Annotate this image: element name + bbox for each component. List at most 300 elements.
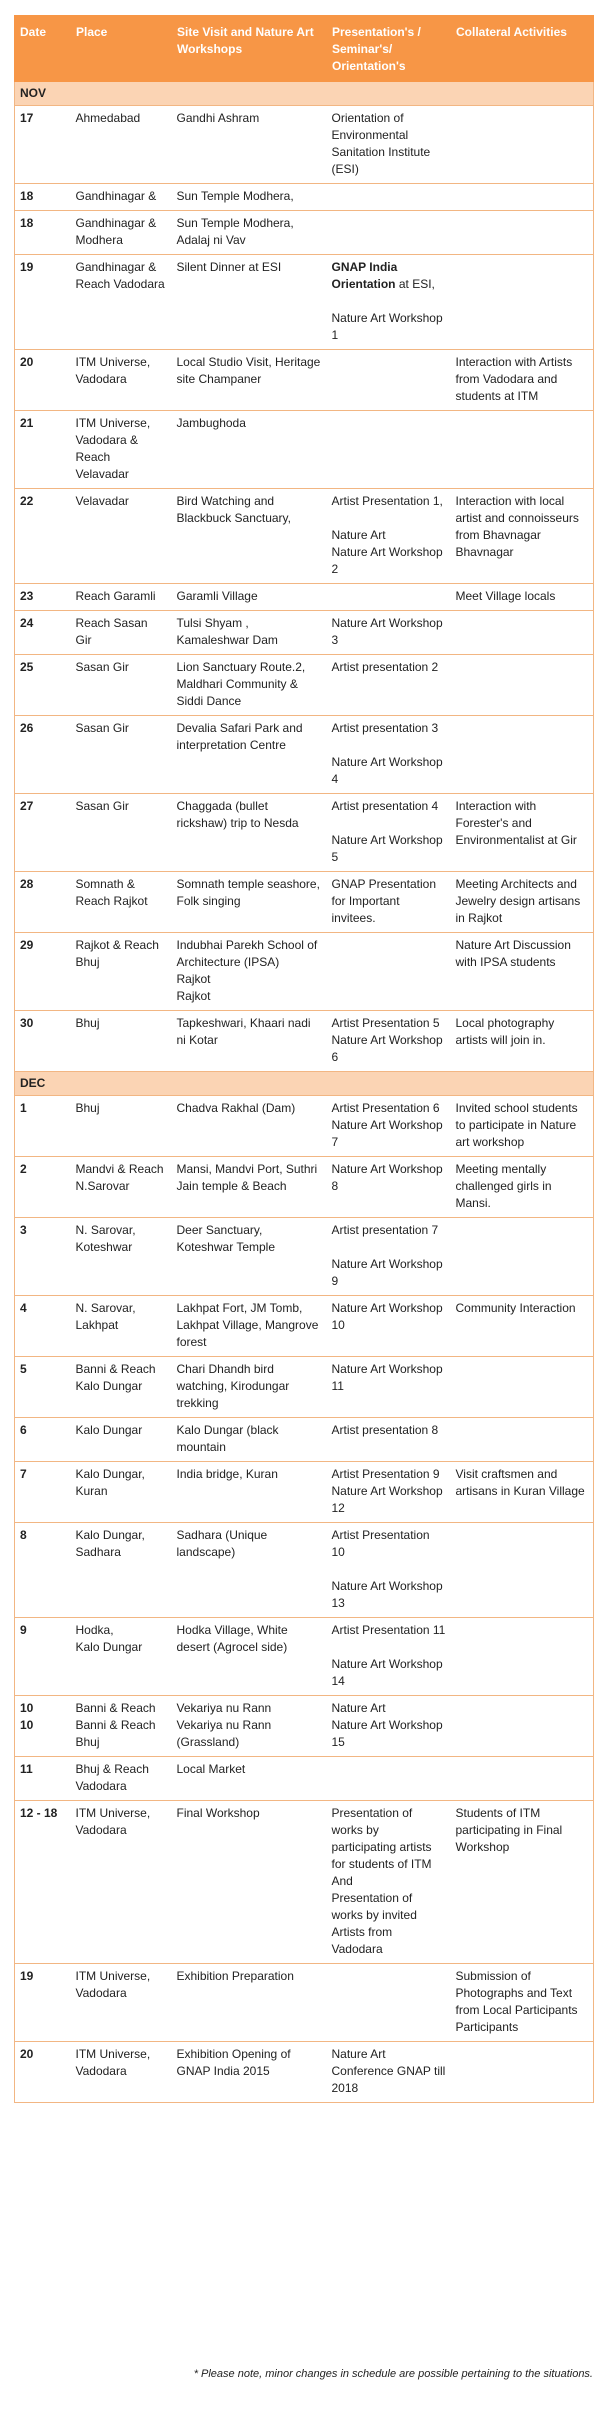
place-cell-line: Mandvi & Reach N.Sarovar — [75, 1162, 164, 1193]
collateral-cell — [451, 411, 594, 489]
visit-cell-line: Vekariya nu Rann (Grassland) — [176, 1718, 272, 1749]
collateral-cell — [451, 584, 594, 611]
date-cell-line: 4 — [20, 1301, 27, 1315]
presentation-cell — [327, 933, 451, 1011]
visit-cell — [172, 716, 327, 794]
visit-cell — [172, 1757, 327, 1801]
presentation-cell-line: Nature Art Workshop 2 — [331, 545, 443, 576]
presentation-cell — [327, 584, 451, 611]
place-cell — [71, 933, 172, 1011]
collateral-cell — [451, 350, 594, 411]
place-cell — [71, 1618, 172, 1696]
place-cell — [71, 411, 172, 489]
collateral-cell-line: Interaction with Artists from Vadodara and students at ITM — [455, 355, 573, 403]
place-cell — [71, 872, 172, 933]
place-cell-line: Kalo Dungar — [75, 1423, 143, 1437]
presentation-cell — [327, 1096, 451, 1157]
collateral-cell — [451, 1418, 594, 1462]
date-cell-line: 1 — [20, 1101, 27, 1115]
date-cell-line: 10 — [20, 1718, 34, 1732]
presentation-cell — [327, 2042, 451, 2103]
table-row — [15, 794, 594, 872]
presentation-cell — [327, 1357, 451, 1418]
presentation-cell-line: Orientation of Environmental Sanitation Institute (ESI) — [331, 111, 431, 176]
table-row — [15, 1757, 594, 1801]
place-cell — [71, 255, 172, 350]
table-row — [15, 1418, 594, 1462]
presentation-cell — [327, 1801, 451, 1964]
presentation-cell — [327, 411, 451, 489]
place-cell — [71, 1418, 172, 1462]
collateral-cell — [451, 1757, 594, 1801]
visit-cell-line: Vekariya nu Rann — [176, 1701, 272, 1715]
place-cell — [71, 716, 172, 794]
presentation-cell — [327, 350, 451, 411]
visit-cell — [172, 794, 327, 872]
collateral-cell — [451, 611, 594, 655]
presentation-cell-line: Nature Art Workshop 9 — [331, 1257, 443, 1288]
collateral-cell — [451, 1218, 594, 1296]
visit-cell-line: Exhibition Opening of GNAP India 2015 — [176, 2047, 291, 2078]
place-cell — [71, 1011, 172, 1072]
presentation-cell-line: Nature Art — [331, 528, 386, 542]
place-cell — [71, 106, 172, 184]
place-cell-line: N. Sarovar, Koteshwar — [75, 1223, 136, 1254]
date-cell-line: 6 — [20, 1423, 27, 1437]
visit-cell — [172, 655, 327, 716]
header-presentations: Presentation's / Seminar's/ Orientation's — [327, 16, 451, 82]
presentation-cell — [327, 1964, 451, 2042]
presentation-cell — [327, 1296, 451, 1357]
table-row — [15, 1218, 594, 1296]
presentation-cell-line: Artist Presentation 5 — [331, 1016, 440, 1030]
presentation-cell-line — [332, 293, 446, 310]
date-cell-line: 11 — [20, 1762, 33, 1776]
visit-cell — [172, 211, 327, 255]
date-cell-line: 29 — [20, 938, 34, 952]
place-cell-line: Kalo Dungar, Sadhara — [75, 1528, 145, 1559]
presentation-cell-line: GNAP Presentation for Important invitees. — [331, 877, 437, 925]
place-cell — [71, 1218, 172, 1296]
place-cell — [71, 1096, 172, 1157]
place-cell-line: N. Sarovar, Lakhpat — [75, 1301, 136, 1332]
collateral-cell-line: Invited school students to participate in Nature art workshop — [455, 1101, 578, 1149]
collateral-cell — [451, 211, 594, 255]
date-cell — [15, 1157, 71, 1218]
presentation-cell-line — [332, 737, 446, 754]
date-cell — [15, 1011, 71, 1072]
date-cell-line: 25 — [20, 660, 34, 674]
visit-cell-line: Hodka Village, White desert (Agrocel side) — [176, 1623, 288, 1654]
place-cell-line: Bhuj & Reach Vadodara — [75, 1762, 149, 1793]
presentation-cell — [327, 716, 451, 794]
date-cell — [15, 655, 71, 716]
visit-cell — [172, 1011, 327, 1072]
place-cell-line: Hodka, — [75, 1623, 114, 1637]
place-cell — [71, 350, 172, 411]
visit-cell-line: Jambughoda — [176, 416, 246, 430]
table-row — [15, 584, 594, 611]
presentation-cell-line — [332, 1639, 446, 1656]
place-cell — [71, 1696, 172, 1757]
presentation-cell-line — [332, 815, 446, 832]
table-row — [15, 350, 594, 411]
visit-cell-line: Silent Dinner at ESI — [176, 260, 282, 274]
collateral-cell-line: Local photography artists will join in. — [455, 1016, 555, 1047]
presentation-cell-line: Nature Art Workshop 15 — [331, 1718, 443, 1749]
table-row — [15, 872, 594, 933]
date-cell-line: 2 — [20, 1162, 27, 1176]
date-cell — [15, 1757, 71, 1801]
presentation-cell-line: And — [331, 1874, 353, 1888]
visit-cell — [172, 1801, 327, 1964]
header-row — [15, 16, 594, 82]
date-cell — [15, 794, 71, 872]
place-cell-line: Kalo Dungar — [75, 1640, 143, 1654]
date-cell — [15, 411, 71, 489]
place-cell-line: Banni & Reach Kalo Dungar — [75, 1362, 156, 1393]
footnote: * Please note, minor changes in schedule are possible pertaining to the situations. — [193, 2368, 593, 2380]
visit-cell-line: Somnath temple seashore, Folk singing — [176, 877, 320, 908]
presentation-cell-line — [332, 510, 446, 527]
visit-cell — [172, 933, 327, 1011]
presentation-cell-line: Artist Presentation 1, — [331, 494, 443, 508]
collateral-cell-line: Bhavnagar — [455, 545, 514, 559]
date-cell-line: 28 — [20, 877, 34, 891]
visit-cell-line: Devalia Safari Park and interpretation Centre — [176, 721, 303, 752]
presentation-cell — [327, 1011, 451, 1072]
date-cell-line: 22 — [20, 494, 34, 508]
presentation-cell — [327, 184, 451, 211]
presentation-cell-line — [332, 1561, 446, 1578]
presentation-cell-line: Nature Art Workshop 14 — [331, 1657, 443, 1688]
presentation-cell — [327, 489, 451, 584]
presentation-cell — [327, 1218, 451, 1296]
collateral-cell — [451, 1801, 594, 1964]
place-cell-line: Bhuj — [75, 1101, 100, 1115]
presentation-cell-line: Artist Presentation 9 — [331, 1467, 440, 1481]
visit-cell — [172, 872, 327, 933]
presentation-cell — [327, 1618, 451, 1696]
presentation-cell — [327, 611, 451, 655]
visit-cell — [172, 1964, 327, 2042]
visit-cell-line: Local Studio Visit, Heritage site Champaner — [176, 355, 321, 386]
date-cell — [15, 1418, 71, 1462]
date-cell-line: 5 — [20, 1362, 27, 1376]
date-cell — [15, 611, 71, 655]
place-cell — [71, 1462, 172, 1523]
visit-cell-line: Sun Temple Modhera, Adalaj ni Vav — [176, 216, 294, 247]
date-cell — [15, 2042, 71, 2103]
date-cell — [15, 584, 71, 611]
visit-cell-line: Gandhi Ashram — [176, 111, 260, 125]
presentation-cell-line — [332, 1239, 446, 1256]
presentation-cell-line: Artist Presentation 10 — [331, 1528, 430, 1559]
collateral-cell — [451, 2042, 594, 2103]
collateral-cell-line: Meeting mentally challenged girls in Mansi. — [455, 1162, 552, 1210]
visit-cell-line: Mansi, Mandvi Port, Suthri Jain temple & Beach — [176, 1162, 318, 1193]
month-row — [15, 82, 594, 106]
collateral-cell — [451, 1618, 594, 1696]
place-cell-line: Rajkot & Reach Bhuj — [75, 938, 159, 969]
visit-cell-line: Local Market — [176, 1762, 246, 1776]
place-cell-line: Somnath & Reach Rajkot — [75, 877, 148, 908]
presentation-cell — [327, 211, 451, 255]
collateral-cell — [451, 872, 594, 933]
date-cell-line: 27 — [20, 799, 34, 813]
visit-cell — [172, 184, 327, 211]
table-row — [15, 411, 594, 489]
visit-cell-line: Chaggada (bullet rickshaw) trip to Nesda — [176, 799, 299, 830]
date-cell-line: 23 — [20, 589, 34, 603]
place-cell — [71, 1523, 172, 1618]
collateral-cell-line: Nature Art Discussion with IPSA students — [455, 938, 571, 969]
place-cell-line: Velavadar — [75, 494, 129, 508]
collateral-cell-line: Visit craftsmen and artisans in Kuran Village — [455, 1467, 585, 1498]
date-cell-line: 7 — [20, 1467, 27, 1481]
visit-cell — [172, 106, 327, 184]
presentation-cell-line: Nature Art — [331, 1701, 386, 1715]
collateral-cell — [451, 106, 594, 184]
table-row — [15, 106, 594, 184]
presentation-cell — [327, 1696, 451, 1757]
presentation-cell-line: at ESI, — [395, 277, 435, 291]
schedule-table — [14, 15, 594, 2103]
collateral-cell — [451, 1523, 594, 1618]
date-cell — [15, 184, 71, 211]
month-label: DEC — [15, 1072, 594, 1096]
table-row — [15, 1357, 594, 1418]
visit-cell — [172, 1462, 327, 1523]
presentation-cell-line: Presentation of works by participating artists for students of ITM — [331, 1806, 432, 1871]
date-cell — [15, 1523, 71, 1618]
place-cell-line: Reach Sasan Gir — [75, 616, 148, 647]
table-row — [15, 1096, 594, 1157]
place-cell — [71, 1964, 172, 2042]
visit-cell-line: Rajkot — [176, 989, 211, 1003]
place-cell-line: Sasan Gir — [75, 721, 129, 735]
presentation-cell-line: Artist Presentation 11 — [331, 1623, 446, 1637]
table-row — [15, 1801, 594, 1964]
table-row — [15, 1696, 594, 1757]
visit-cell — [172, 1218, 327, 1296]
header-visit: Site Visit and Nature Art Workshops — [172, 16, 327, 82]
visit-cell — [172, 1157, 327, 1218]
collateral-cell — [451, 1462, 594, 1523]
visit-cell — [172, 1418, 327, 1462]
collateral-cell — [451, 1011, 594, 1072]
presentation-cell-line: Nature Art Workshop 10 — [331, 1301, 443, 1332]
bold-text: GNAP India Orientation — [331, 260, 398, 291]
date-cell — [15, 1096, 71, 1157]
collateral-cell-line: Community Interaction — [455, 1301, 576, 1315]
collateral-cell-line: Students of ITM participating in Final Workshop — [455, 1806, 563, 1854]
visit-cell — [172, 1357, 327, 1418]
visit-cell-line: Kalo Dungar (black mountain — [176, 1423, 279, 1454]
collateral-cell — [451, 716, 594, 794]
date-cell-line: 24 — [20, 616, 34, 630]
visit-cell-line: Deer Sanctuary, Koteshwar Temple — [176, 1223, 275, 1254]
table-row — [15, 2042, 594, 2103]
collateral-cell — [451, 1357, 594, 1418]
presentation-cell-line: Nature Art Workshop 13 — [331, 1579, 443, 1610]
place-cell-line: ITM Universe, Vadodara — [75, 1969, 151, 2000]
table-row — [15, 933, 594, 1011]
table-row — [15, 716, 594, 794]
place-cell — [71, 611, 172, 655]
date-cell-line: 3 — [20, 1223, 27, 1237]
collateral-cell — [451, 255, 594, 350]
date-cell-line: 19 — [20, 260, 34, 274]
place-cell — [71, 794, 172, 872]
place-cell-line: ITM Universe, Vadodara — [75, 1806, 151, 1837]
date-cell — [15, 716, 71, 794]
table-row — [15, 1523, 594, 1618]
presentation-cell — [327, 255, 451, 350]
month-row — [15, 1072, 594, 1096]
collateral-cell-line: Meeting Architects and Jewelry design artisans in Rajkot — [455, 877, 581, 925]
schedule-body — [15, 82, 594, 2103]
header-collateral: Collateral Activities — [451, 16, 594, 82]
date-cell-line: 26 — [20, 721, 34, 735]
place-cell-line: Sasan Gir — [75, 799, 129, 813]
presentation-cell — [327, 1757, 451, 1801]
collateral-cell — [451, 489, 594, 584]
presentation-cell-line: Artist presentation 4 — [331, 799, 439, 813]
table-row — [15, 1011, 594, 1072]
presentation-cell — [327, 794, 451, 872]
collateral-cell-line: Interaction with Forester's and Environmentalist at Gir — [455, 799, 577, 847]
place-cell — [71, 1157, 172, 1218]
presentation-cell — [327, 655, 451, 716]
visit-cell — [172, 411, 327, 489]
presentation-cell-line: Nature Art Workshop 11 — [331, 1362, 443, 1393]
presentation-cell — [327, 1157, 451, 1218]
place-cell-line: Ahmedabad — [75, 111, 141, 125]
presentation-cell — [327, 1523, 451, 1618]
visit-cell-line: Lakhpat Fort, JM Tomb, Lakhpat Village, Mangrove forest — [176, 1301, 319, 1349]
date-cell-line: 30 — [20, 1016, 34, 1030]
collateral-cell — [451, 933, 594, 1011]
date-cell — [15, 106, 71, 184]
visit-cell-line: Tapkeshwari, Khaari nadi ni Kotar — [176, 1016, 311, 1047]
visit-cell-line: Sadhara (Unique landscape) — [176, 1528, 268, 1559]
date-cell — [15, 1357, 71, 1418]
date-cell — [15, 1462, 71, 1523]
collateral-cell — [451, 1296, 594, 1357]
collateral-cell-line: Interaction with local artist and connoisseurs from Bhavnagar — [455, 494, 579, 542]
collateral-cell — [451, 1157, 594, 1218]
place-cell-line: Gandhinagar & Modhera — [75, 216, 157, 247]
date-cell-line: 9 — [20, 1623, 27, 1637]
collateral-cell — [451, 1964, 594, 2042]
visit-cell-line: Bird Watching and Blackbuck Sanctuary, — [176, 494, 291, 525]
place-cell-line: Kalo Dungar, Kuran — [75, 1467, 145, 1498]
place-cell — [71, 1357, 172, 1418]
visit-cell-line: Garamli Village — [176, 589, 258, 603]
date-cell-line: 17 — [20, 111, 34, 125]
visit-cell-line: Lion Sanctuary Route.2, Maldhari Community & Siddi Dance — [176, 660, 306, 708]
date-cell — [15, 1618, 71, 1696]
visit-cell-line: Sun Temple Modhera, — [176, 189, 294, 203]
presentation-cell — [327, 1462, 451, 1523]
table-row — [15, 1462, 594, 1523]
presentation-cell-line: Artist presentation 8 — [331, 1423, 439, 1437]
date-cell — [15, 1218, 71, 1296]
place-cell — [71, 1801, 172, 1964]
visit-cell — [172, 584, 327, 611]
place-cell-line: ITM Universe, Vadodara — [75, 355, 151, 386]
place-cell — [71, 655, 172, 716]
presentation-cell-line: Nature Art Workshop 5 — [331, 833, 443, 864]
table-row — [15, 255, 594, 350]
visit-cell-line: Exhibition Preparation — [176, 1969, 294, 1983]
place-cell-line: Sasan Gir — [75, 660, 129, 674]
date-cell — [15, 1964, 71, 2042]
date-cell-line: 20 — [20, 355, 34, 369]
visit-cell-line: Rajkot — [176, 972, 211, 986]
table-row — [15, 1618, 594, 1696]
place-cell — [71, 2042, 172, 2103]
visit-cell — [172, 1296, 327, 1357]
visit-cell-line: Chadva Rakhal (Dam) — [176, 1101, 296, 1115]
visit-cell — [172, 489, 327, 584]
presentation-cell-line: Nature Art Workshop 3 — [331, 616, 443, 647]
visit-cell — [172, 255, 327, 350]
collateral-cell-line: Meet Village locals — [455, 589, 556, 603]
date-cell-line: 21 — [20, 416, 34, 430]
presentation-cell-line: Nature Art Workshop 7 — [331, 1118, 443, 1149]
place-cell-line: Gandhinagar & — [75, 189, 157, 203]
presentation-cell-line: Artist presentation 3 — [331, 721, 439, 735]
table-row — [15, 1964, 594, 2042]
presentation-cell-line: Presentation of works by invited Artists from Vadodara — [331, 1891, 417, 1956]
header-place: Place — [71, 16, 172, 82]
table-row — [15, 211, 594, 255]
collateral-cell — [451, 1096, 594, 1157]
date-cell — [15, 1801, 71, 1964]
place-cell — [71, 184, 172, 211]
visit-cell-line: Indubhai Parekh School of Architecture (IPSA) — [176, 938, 318, 969]
date-cell — [15, 211, 71, 255]
date-cell-line: 12 - 18 — [20, 1806, 58, 1820]
place-cell-line: Gandhinagar & Reach Vadodara — [75, 260, 165, 291]
date-cell-line: 18 — [20, 216, 34, 230]
collateral-cell-line: Participants — [455, 2020, 519, 2034]
visit-cell — [172, 1096, 327, 1157]
place-cell — [71, 584, 172, 611]
presentation-cell-line: Nature Art Workshop 1 — [331, 311, 443, 342]
table-row — [15, 655, 594, 716]
presentation-cell — [327, 1418, 451, 1462]
presentation-cell-line: Nature Art Workshop 8 — [331, 1162, 443, 1193]
place-cell-line: ITM Universe, Vadodara & Reach Velavadar — [75, 416, 151, 481]
place-cell-line: Banni & Reach — [75, 1701, 156, 1715]
date-cell-line: 20 — [20, 2047, 34, 2061]
presentation-cell-line: Artist presentation 7 — [331, 1223, 439, 1237]
collateral-cell — [451, 184, 594, 211]
presentation-cell-line: Nature Art Workshop 4 — [331, 755, 443, 786]
place-cell-line: Bhuj — [75, 1016, 100, 1030]
date-cell-line: 8 — [20, 1528, 27, 1542]
date-cell — [15, 255, 71, 350]
place-cell — [71, 211, 172, 255]
visit-cell-line: India bridge, Kuran — [176, 1467, 278, 1481]
date-cell — [15, 1296, 71, 1357]
table-row — [15, 1296, 594, 1357]
visit-cell — [172, 611, 327, 655]
place-cell-line: Banni & Reach Bhuj — [75, 1718, 156, 1749]
